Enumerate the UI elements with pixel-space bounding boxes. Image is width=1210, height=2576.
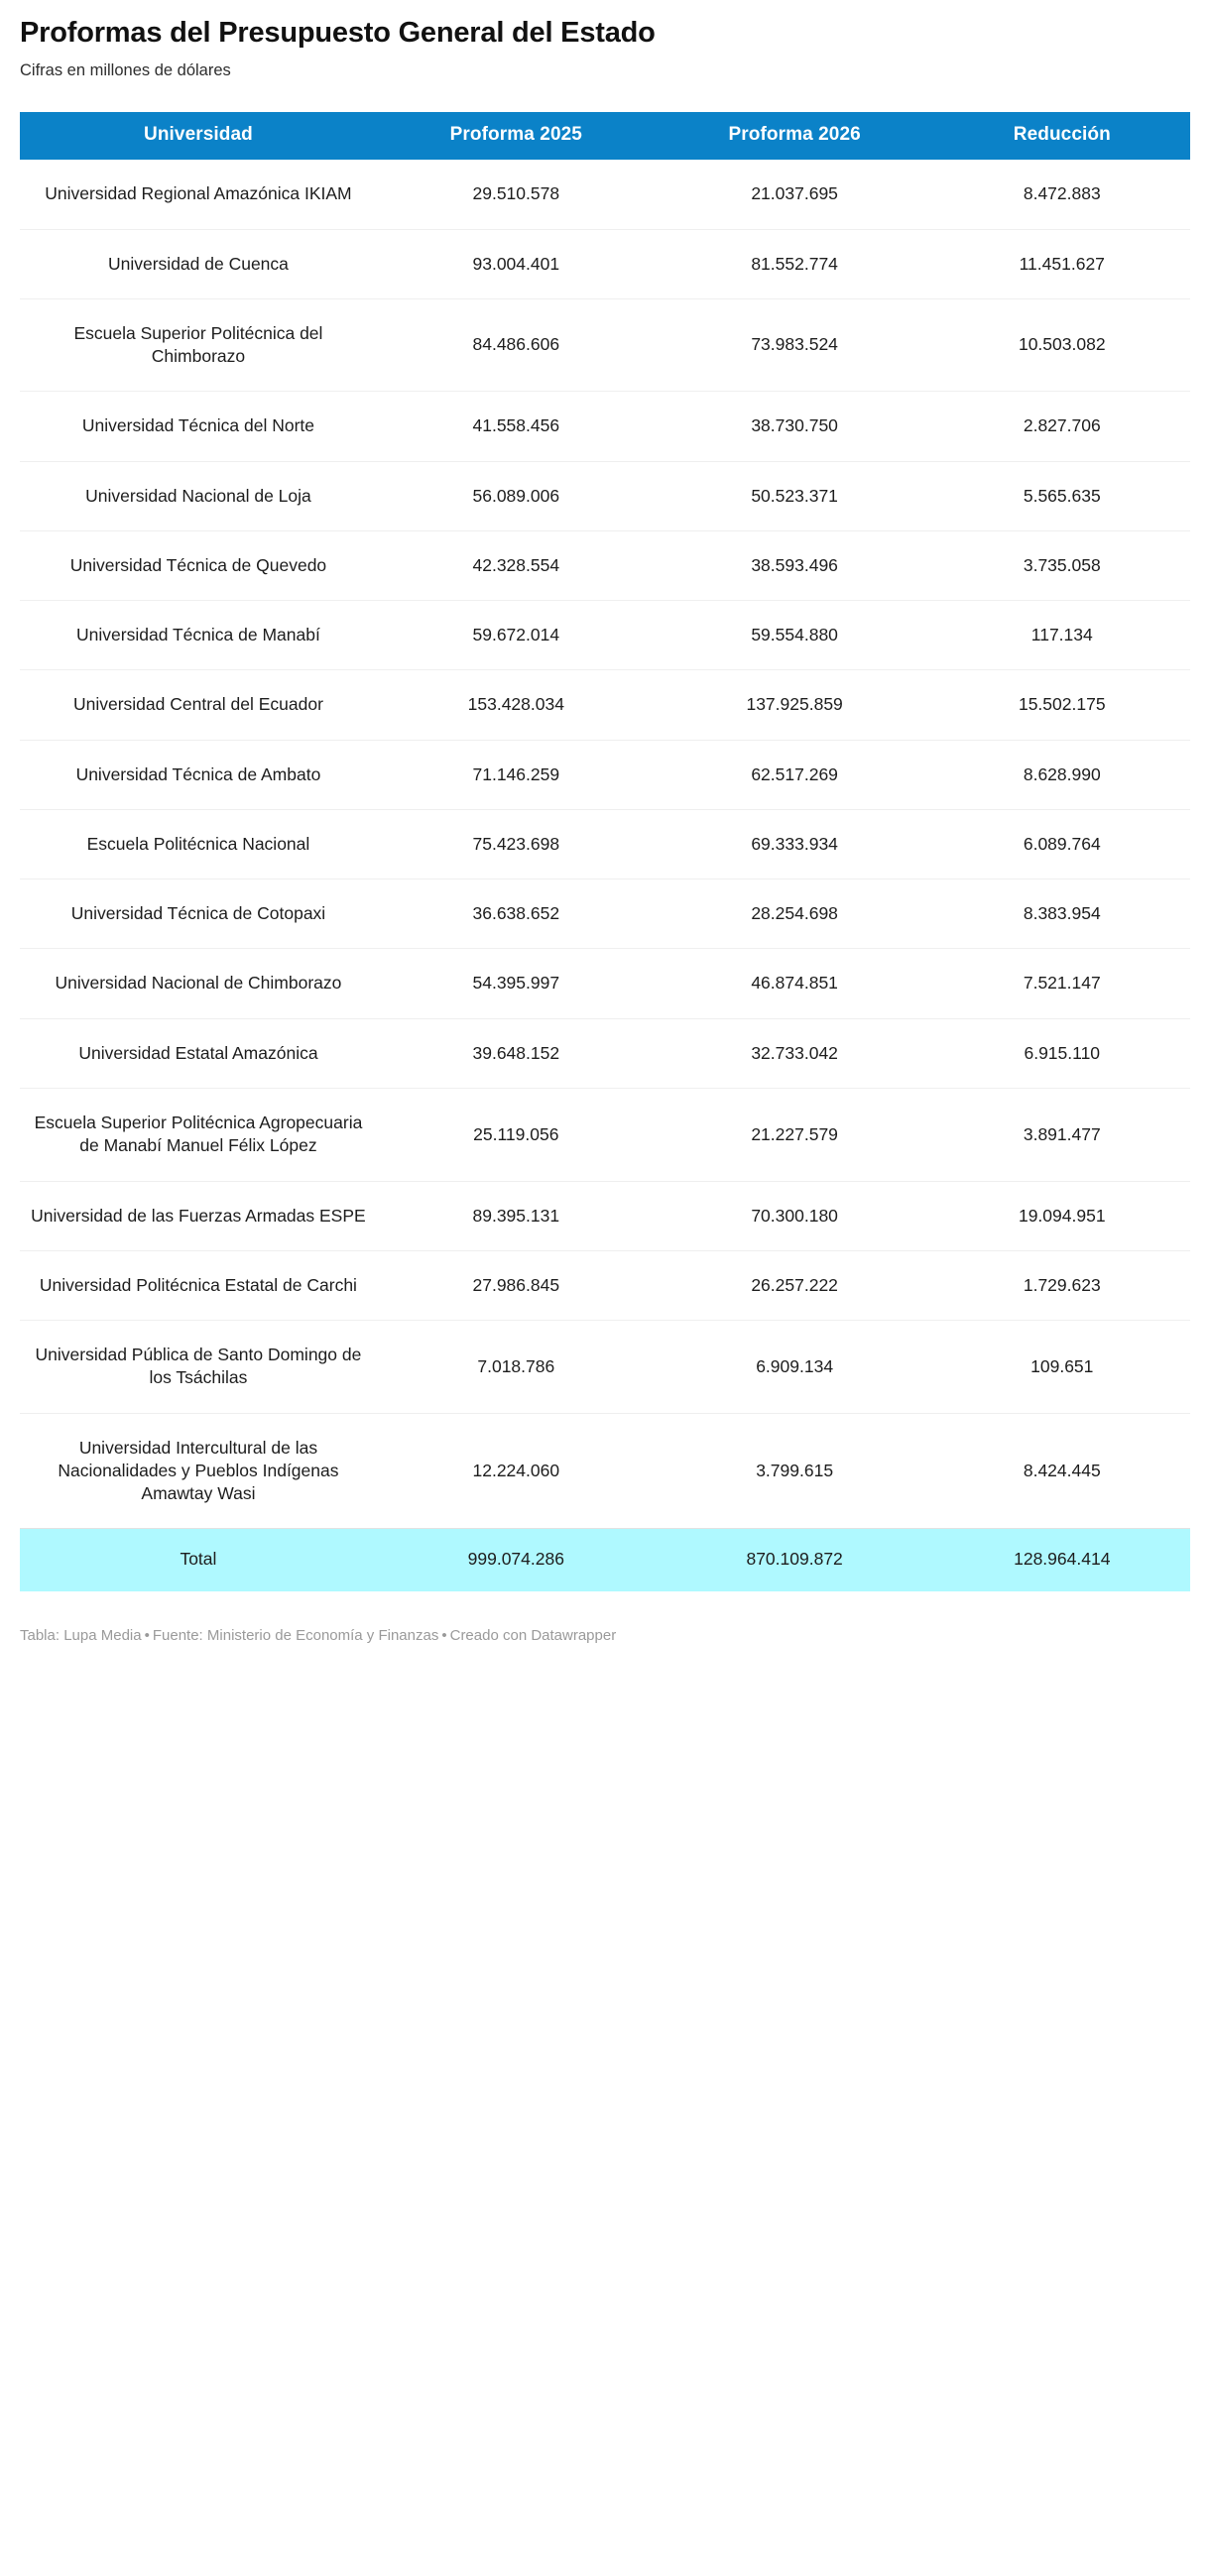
total-proforma-2026: 870.109.872 — [656, 1529, 934, 1591]
table-total-row — [20, 1529, 1190, 1591]
cell-reduccion: 2.827.706 — [934, 392, 1190, 461]
page-title: Proformas del Presupuesto General del Estado — [20, 17, 656, 49]
cell-reduccion: 15.502.175 — [934, 670, 1190, 740]
table-row — [20, 392, 1190, 461]
cell-universidad: Universidad de Cuenca — [20, 229, 377, 298]
cell-proforma-2025: 93.004.401 — [377, 229, 656, 298]
column-header-proforma-2026[interactable]: Proforma 2026 — [656, 112, 934, 160]
cell-proforma-2026: 6.909.134 — [656, 1321, 934, 1414]
table-row — [20, 298, 1190, 392]
cell-reduccion: 8.628.990 — [934, 740, 1190, 809]
table-row — [20, 229, 1190, 298]
footer-credit: Tabla: Lupa Media — [20, 1626, 142, 1644]
cell-reduccion: 6.915.110 — [934, 1018, 1190, 1088]
cell-universidad: Universidad Nacional de Loja — [20, 461, 377, 530]
cell-proforma-2026: 32.733.042 — [656, 1018, 934, 1088]
cell-proforma-2025: 36.638.652 — [377, 879, 656, 949]
cell-universidad: Universidad de las Fuerzas Armadas ESPE — [20, 1181, 377, 1250]
page-subtitle: Cifras en millones de dólares — [20, 61, 231, 80]
table-body — [20, 160, 1190, 1590]
cell-proforma-2025: 41.558.456 — [377, 392, 656, 461]
cell-proforma-2026: 137.925.859 — [656, 670, 934, 740]
cell-reduccion: 8.424.445 — [934, 1413, 1190, 1529]
table-row — [20, 1181, 1190, 1250]
table-row — [20, 461, 1190, 530]
cell-universidad: Universidad Técnica de Ambato — [20, 740, 377, 809]
table-header — [20, 112, 1190, 160]
table-row — [20, 1413, 1190, 1529]
cell-reduccion: 1.729.623 — [934, 1250, 1190, 1320]
cell-proforma-2026: 46.874.851 — [656, 949, 934, 1018]
cell-reduccion: 3.735.058 — [934, 530, 1190, 600]
cell-universidad: Universidad Central del Ecuador — [20, 670, 377, 740]
cell-universidad: Universidad Intercultural de las Nacionalidades y Pueblos Indígenas Amawtay Wasi — [20, 1413, 377, 1529]
cell-reduccion: 7.521.147 — [934, 949, 1190, 1018]
cell-proforma-2026: 3.799.615 — [656, 1413, 934, 1529]
cell-proforma-2025: 153.428.034 — [377, 670, 656, 740]
cell-proforma-2026: 21.037.695 — [751, 183, 838, 204]
cell-universidad: Escuela Politécnica Nacional — [20, 809, 377, 878]
table-row — [20, 530, 1190, 600]
cell-proforma-2025: 59.672.014 — [377, 601, 656, 670]
cell-proforma-2025: 12.224.060 — [377, 1413, 656, 1529]
column-header-reduccion[interactable]: Reducción — [934, 112, 1190, 160]
cell-reduccion: 117.134 — [934, 601, 1190, 670]
column-header-proforma-2025[interactable]: Proforma 2025 — [377, 112, 656, 160]
cell-proforma-2025: 84.486.606 — [377, 298, 656, 392]
data-table — [20, 112, 1190, 1590]
cell-proforma-2026: 62.517.269 — [656, 740, 934, 809]
table-row — [20, 160, 1190, 229]
cell-reduccion: 3.891.477 — [934, 1089, 1190, 1182]
cell-proforma-2026: 28.254.698 — [656, 879, 934, 949]
cell-universidad: Universidad Técnica de Quevedo — [20, 530, 377, 600]
footer-source: Fuente: Ministerio de Economía y Finanzas — [152, 1626, 439, 1644]
cell-universidad: Universidad Estatal Amazónica — [20, 1018, 377, 1088]
cell-proforma-2025: 25.119.056 — [377, 1089, 656, 1182]
total-label: Total — [20, 1529, 377, 1591]
cell-universidad: Universidad Politécnica Estatal de Carchi — [20, 1250, 377, 1320]
cell-proforma-2026: 21.227.579 — [656, 1089, 934, 1182]
cell-reduccion: 10.503.082 — [934, 298, 1190, 392]
cell-universidad: Universidad Técnica del Norte — [20, 392, 377, 461]
cell-proforma-2026: 50.523.371 — [656, 461, 934, 530]
cell-proforma-2025: 54.395.997 — [377, 949, 656, 1018]
cell-reduccion: 109.651 — [934, 1321, 1190, 1414]
cell-universidad: Escuela Superior Politécnica del Chimborazo — [20, 298, 377, 392]
cell-reduccion: 5.565.635 — [934, 461, 1190, 530]
cell-reduccion: 19.094.951 — [934, 1181, 1190, 1250]
cell-proforma-2026: 26.257.222 — [656, 1250, 934, 1320]
table-row — [20, 601, 1190, 670]
cell-proforma-2025: 39.648.152 — [377, 1018, 656, 1088]
cell-proforma-2025: 7.018.786 — [377, 1321, 656, 1414]
cell-proforma-2026: 70.300.180 — [656, 1181, 934, 1250]
cell-proforma-2025: 75.423.698 — [377, 809, 656, 878]
cell-proforma-2026: 69.333.934 — [656, 809, 934, 878]
cell-universidad: Universidad Pública de Santo Domingo de los Tsáchilas — [20, 1321, 377, 1414]
cell-proforma-2026: 59.554.880 — [656, 601, 934, 670]
table-row — [20, 949, 1190, 1018]
cell-universidad: Universidad Nacional de Chimborazo — [20, 949, 377, 1018]
total-reduccion: 128.964.414 — [934, 1529, 1190, 1591]
cell-proforma-2025: 27.986.845 — [377, 1250, 656, 1320]
footer-separator-2: • — [441, 1626, 447, 1644]
table-row — [20, 1250, 1190, 1320]
cell-proforma-2025: 56.089.006 — [377, 461, 656, 530]
footer-notes — [20, 1625, 1190, 1662]
footer-created-with: Creado con Datawrapper — [449, 1626, 617, 1644]
table-row — [20, 740, 1190, 809]
table-row — [20, 1321, 1190, 1414]
table-row — [20, 1018, 1190, 1088]
cell-proforma-2025: 89.395.131 — [377, 1181, 656, 1250]
cell-universidad: Universidad Regional Amazónica IKIAM — [45, 183, 352, 204]
column-header-universidad[interactable]: Universidad — [20, 112, 377, 160]
cell-universidad: Universidad Técnica de Manabí — [20, 601, 377, 670]
cell-universidad: Universidad Técnica de Cotopaxi — [20, 879, 377, 949]
table-row — [20, 809, 1190, 878]
cell-proforma-2026: 81.552.774 — [656, 229, 934, 298]
data-table-container — [20, 112, 1190, 1590]
footer-separator-1: • — [144, 1626, 150, 1644]
cell-reduccion: 8.472.883 — [1023, 183, 1101, 204]
table-row — [20, 879, 1190, 949]
cell-proforma-2026: 73.983.524 — [656, 298, 934, 392]
cell-universidad: Escuela Superior Politécnica Agropecuaria de Manabí Manuel Félix López — [20, 1089, 377, 1182]
cell-proforma-2025: 29.510.578 — [472, 183, 560, 204]
total-proforma-2025: 999.074.286 — [377, 1529, 656, 1591]
table-row — [20, 1089, 1190, 1182]
cell-proforma-2026: 38.593.496 — [656, 530, 934, 600]
cell-reduccion: 11.451.627 — [934, 229, 1190, 298]
cell-proforma-2026: 38.730.750 — [656, 392, 934, 461]
table-header-row — [20, 112, 1190, 160]
cell-reduccion: 8.383.954 — [934, 879, 1190, 949]
cell-proforma-2025: 71.146.259 — [377, 740, 656, 809]
title-block — [20, 0, 1190, 81]
table-row — [20, 670, 1190, 740]
cell-reduccion: 6.089.764 — [934, 809, 1190, 878]
cell-proforma-2025: 42.328.554 — [377, 530, 656, 600]
